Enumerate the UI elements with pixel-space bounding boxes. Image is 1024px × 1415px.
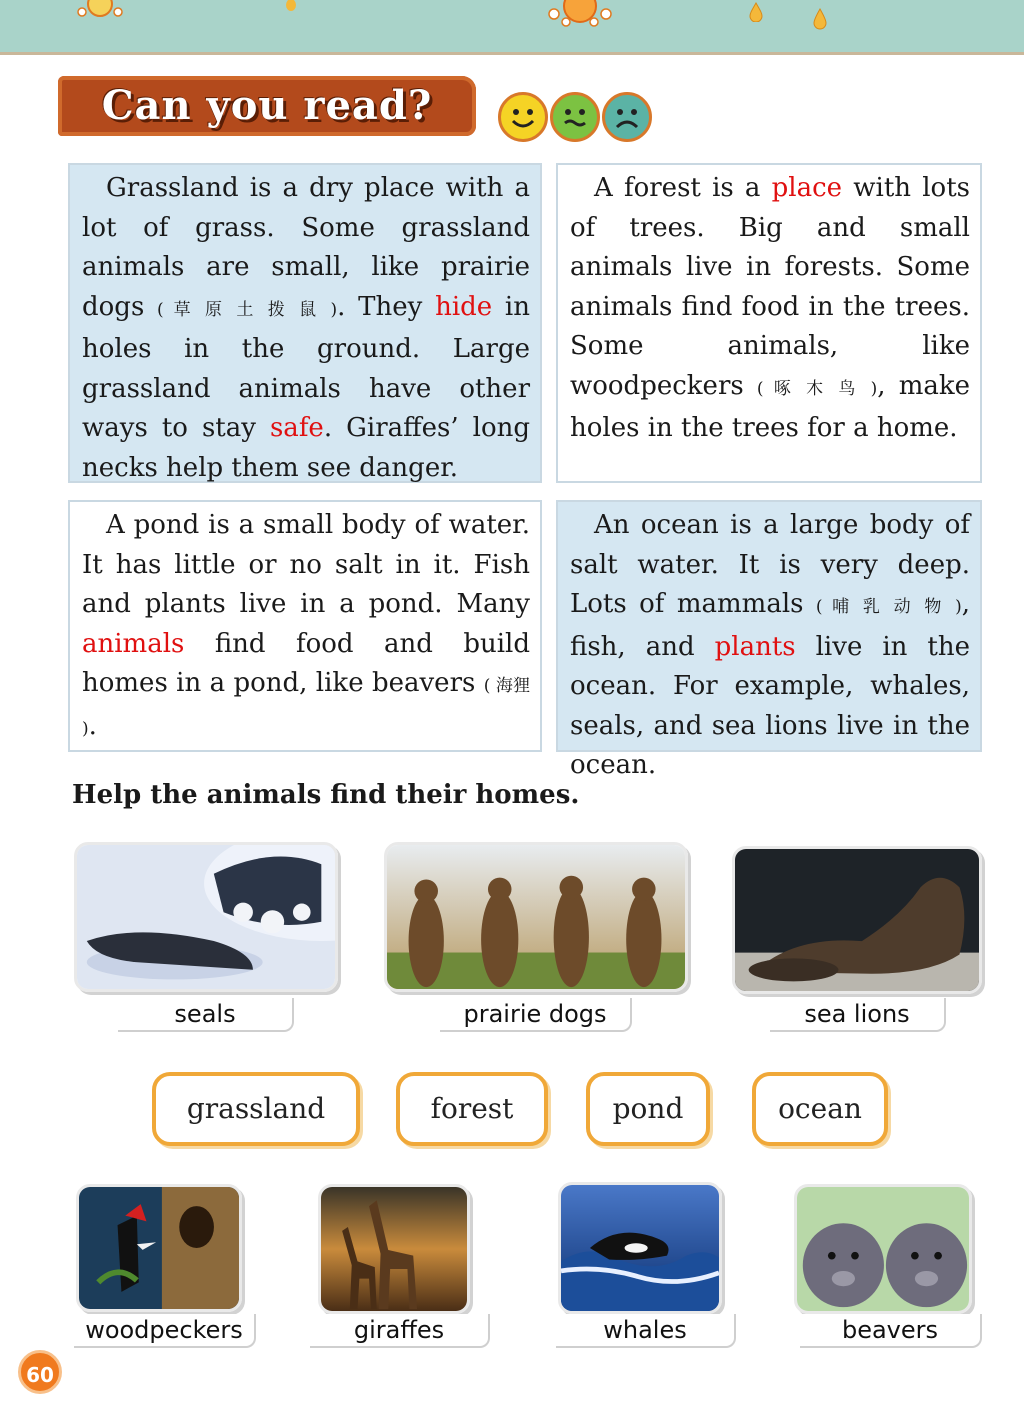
flower-decoration-icon bbox=[70, 0, 130, 22]
highlighted-word: plants bbox=[714, 631, 796, 662]
habitat-chip-pond[interactable]: pond bbox=[586, 1072, 710, 1146]
animal-label-seals: seals bbox=[118, 998, 294, 1032]
chinese-gloss: ( 哺 乳 动 物 ) bbox=[815, 597, 962, 617]
animal-label-prairie-dogs: prairie dogs bbox=[440, 998, 632, 1032]
sad-face-icon[interactable] bbox=[602, 92, 652, 142]
highlighted-word: hide bbox=[435, 291, 493, 322]
prairie-dogs-photo[interactable] bbox=[384, 842, 688, 992]
pond-passage bbox=[68, 500, 542, 752]
seal-photo[interactable] bbox=[74, 842, 338, 992]
forest-passage bbox=[556, 163, 982, 483]
title-banner bbox=[58, 76, 476, 136]
passage-text bbox=[570, 169, 970, 449]
beaver-photo[interactable] bbox=[794, 1184, 972, 1314]
sea-lion-photo[interactable] bbox=[732, 846, 982, 994]
animal-label-sea-lions: sea lions bbox=[770, 998, 946, 1032]
passage-segment: Grassland is a dry place with a lot of grass. Some grassland animals are small, like prairie dogs bbox=[82, 173, 530, 322]
top-decorative-band bbox=[0, 0, 1024, 55]
habitat-chip-forest[interactable]: forest bbox=[396, 1072, 548, 1146]
raindrop-icon bbox=[748, 2, 764, 22]
giraffe-photo[interactable] bbox=[318, 1184, 470, 1314]
passage-segment: live in the ocean. For example, whales, seals, and sea lions live in the ocean. bbox=[570, 631, 970, 780]
passage-text bbox=[82, 506, 530, 749]
raindrop-icon bbox=[812, 8, 828, 30]
chinese-gloss: ( 海狸 ) bbox=[82, 676, 530, 739]
highlighted-word: animals bbox=[82, 628, 185, 659]
passage-segment: A forest is a bbox=[594, 173, 772, 203]
happy-face-icon[interactable] bbox=[498, 92, 548, 142]
animal-label-beavers: beavers bbox=[800, 1314, 982, 1348]
page-title: Can you read? bbox=[101, 82, 433, 129]
page-number: 60 bbox=[18, 1350, 62, 1394]
woodpecker-photo[interactable] bbox=[76, 1184, 242, 1312]
beaver-photo-icon bbox=[797, 1187, 969, 1311]
neutral-face-icon[interactable] bbox=[550, 92, 600, 142]
passage-segment: find food and build homes in a pond, like beavers bbox=[82, 628, 530, 698]
sea-lion-photo-icon bbox=[735, 849, 979, 991]
passage-segment: . bbox=[88, 710, 97, 741]
passage-segment: in holes in the ground. Large grassland animals have other ways to stay bbox=[82, 291, 530, 443]
sun-decoration-icon bbox=[540, 0, 620, 30]
habitat-chip-grassland[interactable]: grassland bbox=[152, 1072, 360, 1146]
whale-photo[interactable] bbox=[558, 1182, 722, 1314]
animal-label-woodpeckers: woodpeckers bbox=[74, 1314, 256, 1348]
animal-label-whales: whales bbox=[556, 1314, 736, 1348]
chinese-gloss: ( 啄 木 鸟 ) bbox=[756, 378, 878, 399]
whale-photo-icon bbox=[561, 1185, 719, 1311]
passage-segment: . They bbox=[337, 291, 436, 322]
grassland-passage bbox=[68, 163, 542, 483]
highlighted-word: safe bbox=[269, 413, 324, 443]
passage-segment: , make holes in the trees for a home. bbox=[570, 370, 970, 443]
passage-segment: . Giraffes’ long necks help them see danger. bbox=[82, 413, 530, 483]
prairie-dogs-photo-icon bbox=[387, 845, 685, 989]
highlighted-word: place bbox=[771, 173, 843, 203]
passage-text bbox=[82, 169, 530, 488]
passage-segment: A pond is a small body of water. It has little or no salt in it. Fish and plants live in a pond. Many bbox=[82, 510, 530, 619]
raindrop-icon bbox=[284, 0, 298, 12]
passage-segment: An ocean is a large body of salt water. It is very deep. Lots of mammals bbox=[570, 510, 970, 619]
exercise-instruction: Help the animals find their homes. bbox=[72, 780, 580, 810]
ocean-passage bbox=[556, 500, 982, 780]
passage-segment: with lots of trees. Big and small animals live in forests. Some animals find food in the trees. Some animals, like woodpeckers bbox=[570, 173, 970, 401]
woodpecker-photo-icon bbox=[79, 1187, 239, 1309]
habitat-chip-ocean[interactable]: ocean bbox=[752, 1072, 888, 1146]
giraffe-photo-icon bbox=[321, 1187, 467, 1311]
passage-text bbox=[570, 506, 970, 786]
chinese-gloss: ( 草 原 土 拨 鼠 ) bbox=[157, 299, 338, 320]
passage-segment: , fish, and bbox=[570, 589, 970, 662]
seal-photo-icon bbox=[77, 845, 335, 989]
animal-label-giraffes: giraffes bbox=[310, 1314, 490, 1348]
